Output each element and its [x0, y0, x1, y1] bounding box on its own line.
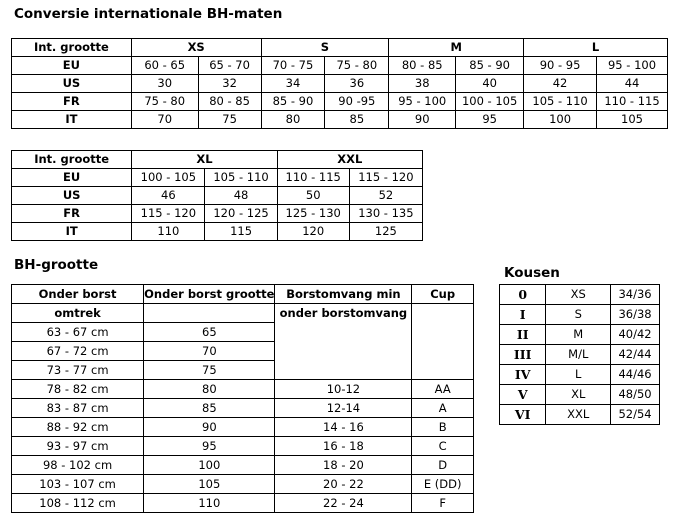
eu-size: 52/54 [611, 405, 660, 425]
cell: 46 [132, 187, 205, 205]
cell: 115 - 120 [132, 205, 205, 223]
bh-size-table [11, 284, 474, 513]
cup-cell: F [412, 494, 474, 513]
eu-size: 36/38 [611, 305, 660, 325]
cell: 40 [456, 75, 524, 93]
roman-size: IV [500, 365, 546, 385]
size-cell: 70 [144, 342, 275, 361]
header-label: Int. grootte [12, 151, 132, 169]
cell: 85 - 90 [261, 93, 325, 111]
size-conversion-table-1 [11, 38, 668, 129]
roman-size: I [500, 305, 546, 325]
table-row [12, 304, 474, 323]
roman-size: II [500, 325, 546, 345]
cell: 75 - 80 [325, 57, 389, 75]
roman-size: 0 [500, 285, 546, 305]
table-row [12, 93, 668, 111]
table-row [12, 437, 474, 456]
roman-size: III [500, 345, 546, 365]
size-cell: 110 [144, 494, 275, 513]
kousen-section-title: Kousen [504, 265, 560, 281]
cell: 52 [349, 187, 422, 205]
table-header-row [12, 39, 668, 57]
row-label: EU [12, 169, 132, 187]
cell: 120 - 125 [205, 205, 277, 223]
subheader-cell: omtrek [12, 304, 144, 323]
cell: 125 - 130 [277, 205, 349, 223]
cell: 120 [277, 223, 349, 241]
table-row [12, 187, 423, 205]
size-cell: 100 [144, 456, 275, 475]
cell: 95 - 100 [389, 93, 456, 111]
table-row [500, 345, 660, 365]
table-row [12, 223, 423, 241]
group-header: S [261, 39, 389, 57]
subheader-cell: onder borstomvang [275, 304, 412, 380]
cell: 125 [349, 223, 422, 241]
cell: 60 - 65 [131, 57, 198, 75]
row-label: US [12, 75, 132, 93]
letter-size: M [546, 325, 611, 345]
table-row [12, 205, 423, 223]
size-cell: 80 [144, 380, 275, 399]
cell: 105 [597, 111, 668, 129]
bust-cell: 10-12 [275, 380, 412, 399]
cell: 100 [524, 111, 597, 129]
cell: 115 [205, 223, 277, 241]
range-cell: 67 - 72 cm [12, 342, 144, 361]
letter-size: M/L [546, 345, 611, 365]
eu-size: 34/36 [611, 285, 660, 305]
cell: 130 - 135 [349, 205, 422, 223]
cell: 75 - 80 [131, 93, 198, 111]
cell: 110 - 115 [277, 169, 349, 187]
cell: 90 - 95 [524, 57, 597, 75]
table-row [500, 365, 660, 385]
letter-size: L [546, 365, 611, 385]
letter-size: XXL [546, 405, 611, 425]
cell: 80 - 85 [389, 57, 456, 75]
header-cell: Borstomvang min [275, 285, 412, 304]
cup-cell: C [412, 437, 474, 456]
table-row [500, 325, 660, 345]
size-cell: 95 [144, 437, 275, 456]
letter-size: S [546, 305, 611, 325]
bust-cell: 18 - 20 [275, 456, 412, 475]
range-cell: 103 - 107 cm [12, 475, 144, 494]
bust-cell: 16 - 18 [275, 437, 412, 456]
cell: 32 [198, 75, 261, 93]
cell: 80 [261, 111, 325, 129]
header-cell: Onder borst [12, 285, 144, 304]
bh-section-title: BH-grootte [14, 257, 99, 273]
cell: 100 - 105 [456, 93, 524, 111]
table-row [500, 285, 660, 305]
table-row [12, 418, 474, 437]
cell: 90 [389, 111, 456, 129]
cup-cell: D [412, 456, 474, 475]
table-row [12, 494, 474, 513]
size-cell: 75 [144, 361, 275, 380]
group-header: XL [132, 151, 277, 169]
cell: 85 [325, 111, 389, 129]
cup-cell: B [412, 418, 474, 437]
range-cell: 63 - 67 cm [12, 323, 144, 342]
cell: 80 - 85 [198, 93, 261, 111]
table-row [500, 405, 660, 425]
cell: 36 [325, 75, 389, 93]
header-cell: Onder borst grootte [144, 285, 275, 304]
bust-cell: 22 - 24 [275, 494, 412, 513]
table-row [12, 399, 474, 418]
cell: 48 [205, 187, 277, 205]
table-row [12, 380, 474, 399]
bust-cell: 20 - 22 [275, 475, 412, 494]
row-label: IT [12, 111, 132, 129]
table-row [12, 75, 668, 93]
table-header-row [12, 285, 474, 304]
range-cell: 93 - 97 cm [12, 437, 144, 456]
bust-cell: 14 - 16 [275, 418, 412, 437]
range-cell: 98 - 102 cm [12, 456, 144, 475]
cell: 42 [524, 75, 597, 93]
letter-size: XS [546, 285, 611, 305]
size-conversion-table-2 [11, 150, 423, 241]
cup-cell: A [412, 399, 474, 418]
cell: 110 - 115 [597, 93, 668, 111]
range-cell: 78 - 82 cm [12, 380, 144, 399]
range-cell: 73 - 77 cm [12, 361, 144, 380]
table-row [12, 57, 668, 75]
cell: 30 [131, 75, 198, 93]
size-cell: 105 [144, 475, 275, 494]
size-cell: 65 [144, 323, 275, 342]
page-title: Conversie internationale BH-maten [14, 6, 283, 22]
row-label: IT [12, 223, 132, 241]
range-cell: 88 - 92 cm [12, 418, 144, 437]
table-header-row [12, 151, 423, 169]
cell: 90 -95 [325, 93, 389, 111]
table-row [500, 385, 660, 405]
size-cell: 90 [144, 418, 275, 437]
row-label: US [12, 187, 132, 205]
roman-size: VI [500, 405, 546, 425]
cell: 65 - 70 [198, 57, 261, 75]
range-cell: 108 - 112 cm [12, 494, 144, 513]
cell: 85 - 90 [456, 57, 524, 75]
cell: 34 [261, 75, 325, 93]
group-header: L [524, 39, 668, 57]
header-cell: Cup [412, 285, 474, 304]
cell: 105 - 110 [524, 93, 597, 111]
size-cell: 85 [144, 399, 275, 418]
row-label: EU [12, 57, 132, 75]
eu-size: 44/46 [611, 365, 660, 385]
cell: 115 - 120 [349, 169, 422, 187]
cell: 110 [132, 223, 205, 241]
table-row [12, 475, 474, 494]
cell: 38 [389, 75, 456, 93]
cell: 100 - 105 [132, 169, 205, 187]
cell: 95 - 100 [597, 57, 668, 75]
table-row [12, 456, 474, 475]
header-label: Int. grootte [12, 39, 132, 57]
roman-size: V [500, 385, 546, 405]
cup-cell: AA [412, 380, 474, 399]
cell: 44 [597, 75, 668, 93]
cell: 95 [456, 111, 524, 129]
row-label: FR [12, 93, 132, 111]
bust-cell: 12-14 [275, 399, 412, 418]
cell [412, 304, 474, 380]
table-row [12, 169, 423, 187]
eu-size: 42/44 [611, 345, 660, 365]
kousen-table [499, 284, 660, 425]
row-label: FR [12, 205, 132, 223]
eu-size: 40/42 [611, 325, 660, 345]
group-header: XXL [277, 151, 422, 169]
cell: 75 [198, 111, 261, 129]
cell: 70 - 75 [261, 57, 325, 75]
range-cell: 83 - 87 cm [12, 399, 144, 418]
cell: 70 [131, 111, 198, 129]
cup-cell: E (DD) [412, 475, 474, 494]
cell [144, 304, 275, 323]
cell: 50 [277, 187, 349, 205]
table-row [12, 111, 668, 129]
eu-size: 48/50 [611, 385, 660, 405]
group-header: M [389, 39, 524, 57]
letter-size: XL [546, 385, 611, 405]
cell: 105 - 110 [205, 169, 277, 187]
table-row [500, 305, 660, 325]
group-header: XS [131, 39, 261, 57]
